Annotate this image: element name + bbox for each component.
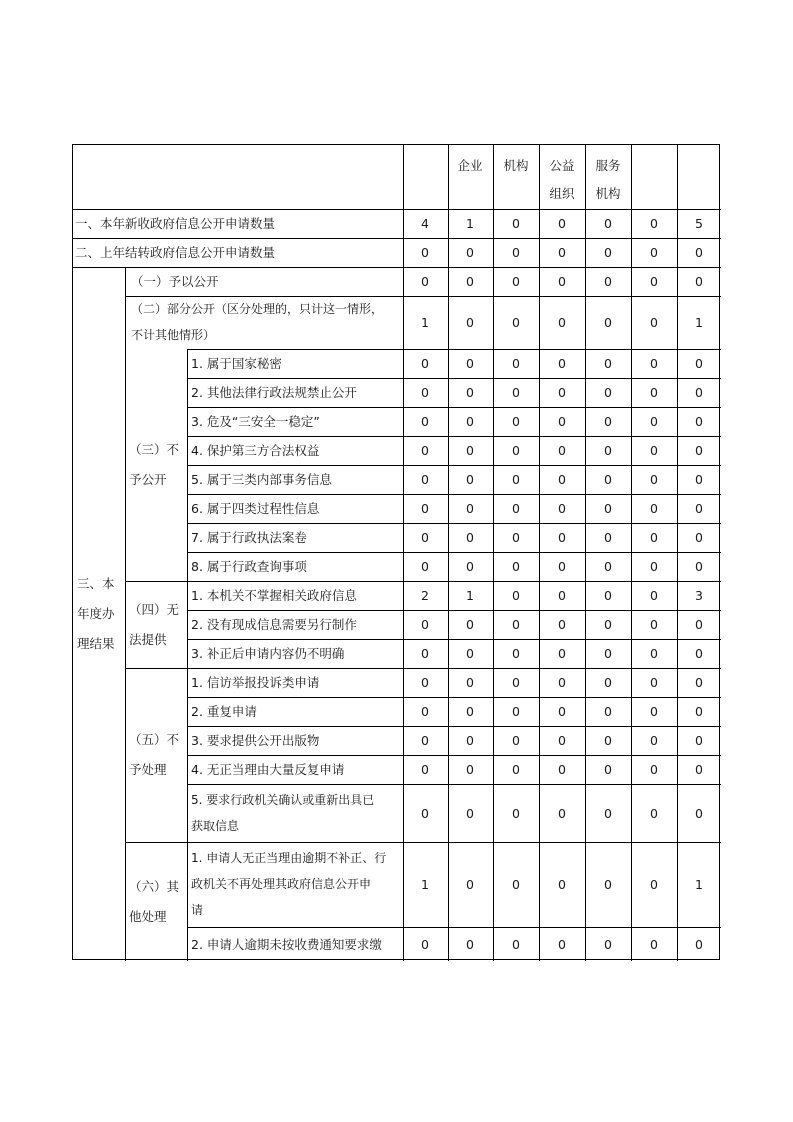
value-cell: 0 <box>650 414 658 429</box>
value-cell: 0 <box>558 472 566 487</box>
value-cell: 0 <box>604 936 612 952</box>
section-label: 年度办 <box>77 606 115 621</box>
row-label: （一）予以公开 <box>131 274 219 289</box>
row-label: 二、上年结转政府信息公开申请数量 <box>75 245 276 260</box>
row-label: 7. 属于行政执法案卷 <box>191 530 307 545</box>
row-label: 1. 本机关不掌握相关政府信息 <box>191 588 357 603</box>
value-cell: 0 <box>466 675 474 690</box>
table-rule <box>187 927 721 928</box>
value-cell: 0 <box>650 733 658 748</box>
value-cell: 0 <box>650 588 658 603</box>
value-cell: 0 <box>558 315 566 330</box>
value-cell: 0 <box>604 216 612 231</box>
row-label: （二）部分公开（区分处理的，只计这一情形， <box>131 302 384 316</box>
value-cell: 0 <box>421 443 429 458</box>
column-header: 组织 <box>549 186 575 201</box>
value-cell: 0 <box>512 704 520 719</box>
value-cell: 0 <box>421 245 429 260</box>
value-cell: 0 <box>421 356 429 371</box>
value-cell: 0 <box>604 530 612 545</box>
value-cell: 0 <box>512 559 520 574</box>
value-cell: 0 <box>512 646 520 661</box>
value-cell: 0 <box>421 414 429 429</box>
column-header: 公益 <box>549 158 575 173</box>
row-label: 获取信息 <box>191 818 240 833</box>
value-cell: 0 <box>466 385 474 400</box>
value-cell: 0 <box>466 414 474 429</box>
value-cell: 0 <box>558 501 566 516</box>
group-label: （六）其 <box>129 878 180 894</box>
row-label: 不计其他情形） <box>131 328 216 342</box>
value-cell: 2 <box>421 588 429 603</box>
value-cell: 0 <box>695 646 703 661</box>
value-cell: 0 <box>421 936 429 952</box>
value-cell: 0 <box>512 805 520 821</box>
value-cell: 0 <box>466 530 474 545</box>
group-label: （四）无 <box>129 601 180 617</box>
value-cell: 0 <box>695 675 703 690</box>
value-cell: 0 <box>466 501 474 516</box>
value-cell: 0 <box>466 805 474 821</box>
row-label: 3. 要求提供公开出版物 <box>191 733 320 748</box>
value-cell: 1 <box>421 315 429 330</box>
value-cell: 0 <box>695 385 703 400</box>
row-label: 政机关不再处理其政府信息公开申 <box>191 877 372 891</box>
value-cell: 0 <box>604 274 612 289</box>
table-rule <box>125 296 721 297</box>
value-cell: 0 <box>512 385 520 400</box>
section-label: 理结果 <box>77 636 115 651</box>
value-cell: 0 <box>512 356 520 371</box>
value-cell: 0 <box>650 274 658 289</box>
value-cell: 0 <box>512 315 520 330</box>
value-cell: 0 <box>466 559 474 574</box>
table-rule <box>187 523 721 524</box>
value-cell: 0 <box>650 646 658 661</box>
value-cell: 0 <box>650 936 658 952</box>
value-cell: 0 <box>695 245 703 260</box>
value-cell: 0 <box>466 245 474 260</box>
value-cell: 0 <box>650 501 658 516</box>
group-label: 予处理 <box>129 762 167 777</box>
value-cell: 0 <box>650 472 658 487</box>
value-cell: 0 <box>421 617 429 632</box>
value-cell: 0 <box>604 245 612 260</box>
value-cell: 0 <box>558 588 566 603</box>
row-label: 6. 属于四类过程性信息 <box>191 501 320 516</box>
table-rule <box>187 755 721 756</box>
value-cell: 0 <box>650 443 658 458</box>
value-cell: 3 <box>695 588 703 603</box>
value-cell: 0 <box>604 414 612 429</box>
value-cell: 0 <box>466 936 474 952</box>
row-label: 1. 申请人无正当理由逾期不补正、行 <box>191 851 387 865</box>
value-cell: 0 <box>604 805 612 821</box>
value-cell: 0 <box>650 356 658 371</box>
value-cell: 0 <box>695 617 703 632</box>
row-label: 2. 重复申请 <box>191 704 257 719</box>
table-rule <box>73 267 721 268</box>
value-cell: 0 <box>558 216 566 231</box>
value-cell: 0 <box>512 617 520 632</box>
value-cell: 0 <box>604 501 612 516</box>
table-rule <box>187 552 721 553</box>
table-rule <box>187 726 721 727</box>
value-cell: 0 <box>512 877 520 892</box>
value-cell: 0 <box>466 704 474 719</box>
value-cell: 0 <box>695 414 703 429</box>
table-rule <box>187 842 188 961</box>
table-rule <box>187 436 721 437</box>
value-cell: 0 <box>604 385 612 400</box>
value-cell: 0 <box>512 530 520 545</box>
value-cell: 0 <box>466 315 474 330</box>
table-rule <box>125 267 126 961</box>
group-label: （五）不 <box>129 732 180 747</box>
value-cell: 0 <box>695 805 703 821</box>
value-cell: 0 <box>512 414 520 429</box>
row-label: 4. 保护第三方合法权益 <box>191 443 320 458</box>
value-cell: 0 <box>558 733 566 748</box>
column-header: 机构 <box>503 158 529 173</box>
value-cell: 0 <box>512 472 520 487</box>
value-cell: 0 <box>695 762 703 777</box>
value-cell: 0 <box>512 245 520 260</box>
table-rule <box>187 668 188 842</box>
value-cell: 0 <box>695 443 703 458</box>
group-label: 他处理 <box>129 908 167 924</box>
disclosure-statistics-table <box>72 144 720 960</box>
value-cell: 0 <box>421 646 429 661</box>
table-rule <box>187 349 188 581</box>
value-cell: 0 <box>604 646 612 661</box>
value-cell: 1 <box>466 216 474 231</box>
value-cell: 0 <box>466 472 474 487</box>
value-cell: 0 <box>558 356 566 371</box>
value-cell: 0 <box>466 274 474 289</box>
column-header: 企业 <box>457 158 483 173</box>
table-rule <box>125 842 721 843</box>
value-cell: 0 <box>421 704 429 719</box>
value-cell: 0 <box>650 216 658 231</box>
column-header: 服务 <box>595 158 621 173</box>
row-label: 1. 属于国家秘密 <box>191 356 282 371</box>
value-cell: 0 <box>650 245 658 260</box>
value-cell: 0 <box>421 675 429 690</box>
value-cell: 0 <box>512 762 520 777</box>
value-cell: 0 <box>466 646 474 661</box>
value-cell: 0 <box>604 733 612 748</box>
value-cell: 0 <box>695 274 703 289</box>
row-label: 4. 无正当理由大量反复申请 <box>191 762 345 777</box>
table-rule <box>187 639 721 640</box>
value-cell: 0 <box>650 315 658 330</box>
value-cell: 0 <box>650 530 658 545</box>
value-cell: 4 <box>421 216 429 231</box>
table-rule <box>187 378 721 379</box>
value-cell: 0 <box>512 675 520 690</box>
value-cell: 0 <box>695 472 703 487</box>
value-cell: 0 <box>421 805 429 821</box>
value-cell: 0 <box>421 733 429 748</box>
table-rule <box>187 610 721 611</box>
table-rule <box>187 581 188 668</box>
value-cell: 0 <box>695 936 703 952</box>
value-cell: 0 <box>604 443 612 458</box>
table-rule <box>125 668 721 669</box>
value-cell: 0 <box>466 733 474 748</box>
value-cell: 0 <box>695 356 703 371</box>
value-cell: 0 <box>604 472 612 487</box>
row-label: 请 <box>191 903 204 917</box>
value-cell: 1 <box>421 877 429 892</box>
value-cell: 0 <box>650 704 658 719</box>
value-cell: 0 <box>512 274 520 289</box>
value-cell: 0 <box>695 501 703 516</box>
value-cell: 0 <box>604 356 612 371</box>
value-cell: 0 <box>604 559 612 574</box>
table-rule <box>187 407 721 408</box>
value-cell: 0 <box>558 877 566 892</box>
row-label: 2. 其他法律行政法规禁止公开 <box>191 385 357 400</box>
row-label: 5. 属于三类内部事务信息 <box>191 472 332 487</box>
value-cell: 0 <box>421 559 429 574</box>
value-cell: 0 <box>558 559 566 574</box>
value-cell: 0 <box>421 385 429 400</box>
table-rule <box>73 238 721 239</box>
value-cell: 0 <box>512 501 520 516</box>
table-rule <box>187 784 721 785</box>
value-cell: 0 <box>512 588 520 603</box>
column-header: 机构 <box>595 186 621 201</box>
value-cell: 0 <box>466 877 474 892</box>
value-cell: 0 <box>604 762 612 777</box>
value-cell: 0 <box>558 675 566 690</box>
table-rule <box>187 349 721 350</box>
value-cell: 0 <box>650 762 658 777</box>
value-cell: 0 <box>558 274 566 289</box>
table-rule <box>187 465 721 466</box>
value-cell: 0 <box>558 385 566 400</box>
row-label: 一、本年新收政府信息公开申请数量 <box>75 216 276 231</box>
row-label: 8. 属于行政查询事项 <box>191 559 307 574</box>
value-cell: 0 <box>421 501 429 516</box>
value-cell: 0 <box>650 559 658 574</box>
value-cell: 0 <box>650 385 658 400</box>
value-cell: 0 <box>558 245 566 260</box>
group-label: （三）不 <box>129 442 180 457</box>
value-cell: 1 <box>695 877 703 892</box>
table-rule <box>187 494 721 495</box>
section-label: 三、本 <box>77 576 115 591</box>
value-cell: 0 <box>512 936 520 952</box>
table-rule <box>187 697 721 698</box>
value-cell: 0 <box>466 617 474 632</box>
value-cell: 0 <box>650 805 658 821</box>
value-cell: 0 <box>512 216 520 231</box>
value-cell: 0 <box>558 414 566 429</box>
value-cell: 0 <box>421 762 429 777</box>
row-label: 3. 补正后申请内容仍不明确 <box>191 646 345 661</box>
value-cell: 0 <box>421 274 429 289</box>
row-label: 3. 危及“三安全一稳定” <box>191 414 320 429</box>
value-cell: 0 <box>466 356 474 371</box>
value-cell: 0 <box>604 617 612 632</box>
value-cell: 0 <box>604 675 612 690</box>
value-cell: 0 <box>558 936 566 952</box>
value-cell: 0 <box>558 617 566 632</box>
value-cell: 1 <box>466 588 474 603</box>
table-rule <box>73 209 721 210</box>
value-cell: 0 <box>558 805 566 821</box>
value-cell: 0 <box>558 762 566 777</box>
value-cell: 0 <box>604 315 612 330</box>
group-label: 法提供 <box>129 631 167 647</box>
value-cell: 0 <box>558 443 566 458</box>
value-cell: 0 <box>695 733 703 748</box>
value-cell: 0 <box>695 559 703 574</box>
row-label: 1. 信访举报投诉类申请 <box>191 675 320 690</box>
value-cell: 0 <box>604 704 612 719</box>
value-cell: 0 <box>512 443 520 458</box>
row-label: 5. 要求行政机关确认或重新出具已 <box>191 792 375 807</box>
value-cell: 0 <box>695 530 703 545</box>
group-label: 予公开 <box>129 472 167 487</box>
value-cell: 0 <box>421 530 429 545</box>
value-cell: 0 <box>512 733 520 748</box>
table-rule <box>125 581 721 582</box>
value-cell: 0 <box>650 675 658 690</box>
row-label: 2. 没有现成信息需要另行制作 <box>191 617 357 632</box>
value-cell: 0 <box>604 588 612 603</box>
value-cell: 0 <box>421 472 429 487</box>
value-cell: 0 <box>558 646 566 661</box>
row-label: 2. 申请人逾期未按收费通知要求缴 <box>191 936 382 952</box>
value-cell: 0 <box>650 877 658 892</box>
value-cell: 0 <box>695 704 703 719</box>
value-cell: 0 <box>558 704 566 719</box>
value-cell: 0 <box>604 877 612 892</box>
value-cell: 0 <box>466 443 474 458</box>
value-cell: 5 <box>695 216 703 231</box>
value-cell: 0 <box>558 530 566 545</box>
value-cell: 0 <box>650 617 658 632</box>
value-cell: 0 <box>466 762 474 777</box>
value-cell: 1 <box>695 315 703 330</box>
